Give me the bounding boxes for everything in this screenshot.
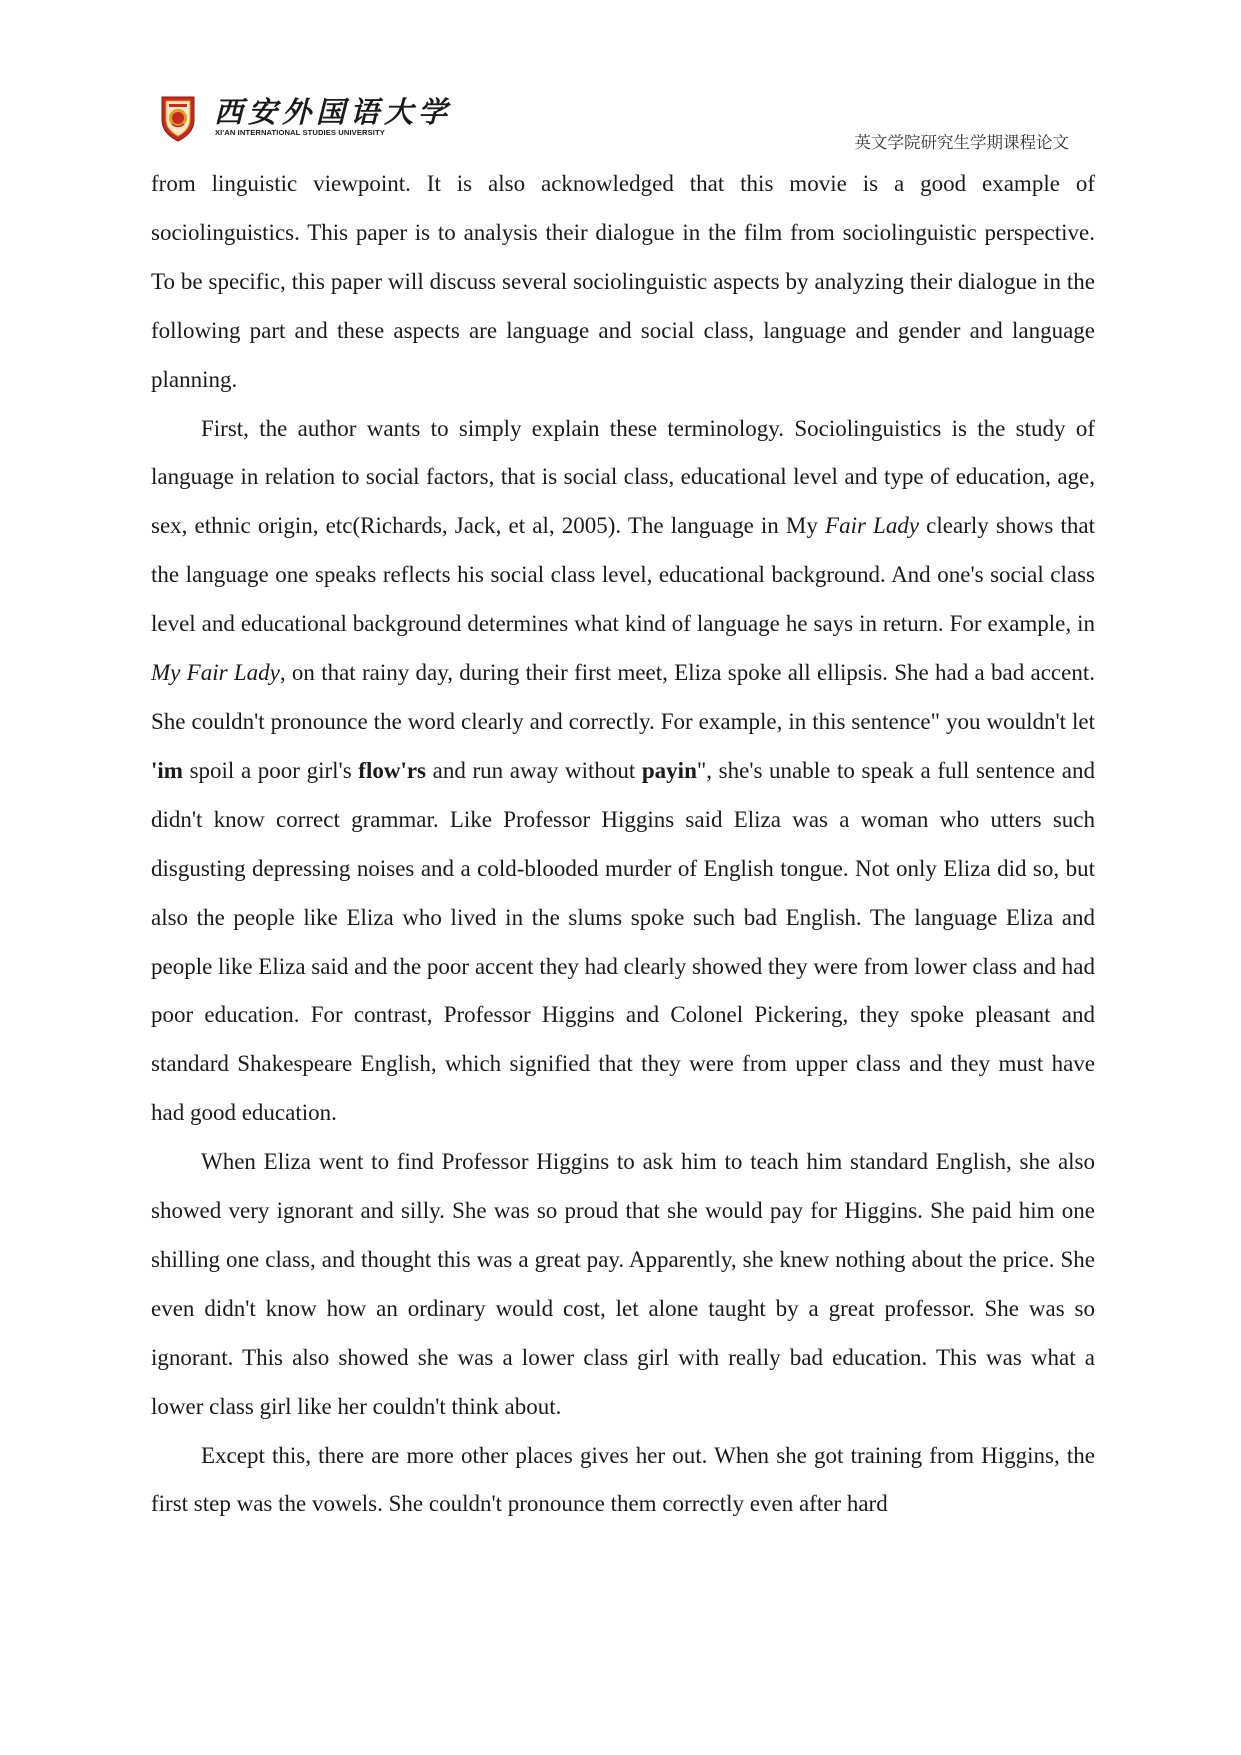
paragraph-1: from linguistic viewpoint. It is also acknowledged that this movie is a good example of sociolinguistics. This paper is to analysis their dialogue in the film from sociolinguistic perspective. To be specific, this paper will discuss several sociolinguistic aspects by analyzing their dialogue in the following part and these aspects are language and social class, language and gender and language planning. [151,171,1095,392]
bold-word-im: 'im [151,757,183,783]
paragraph-2 [151,405,1095,1139]
paragraph-2-text-b: clearly shows that the language one speaks reflects his social class level, educational background. And one's social class level and educational background determines what kind of language he says in return. For example, in [151,513,1096,637]
paragraph-2-text-c: , on that rainy day, during their first meet, Eliza spoke all ellipsis. She had a bad accent. She couldn't pronounce the word clearly and correctly. For example, in this sentence" you wouldn't let [151,660,1095,734]
header-course-title: 英文学院研究生学期课程论文 [854,133,1069,152]
logo-english-name: XI'AN INTERNATIONAL STUDIES UNIVERSITY [215,128,385,137]
logo-chinese-name: 西安外国语大学 [214,95,453,129]
film-title-italic: My Fair Lady [151,660,280,686]
film-title-italic: Fair Lady [825,513,920,539]
page-header [0,0,1241,160]
paragraph-4: Except this, there are more other places gives her out. When she got training from Higgins, the first step was the vowels. She couldn't pronounce them correctly even after hard [151,1442,1095,1517]
paragraph-2-text-e: and run away without [426,757,642,783]
paragraph-2-text-d: spoil a poor girl's [182,757,359,783]
paragraph-2-text-f: ", she's unable to speak a full sentence and didn't know correct grammar. Like Professor Higgins said Eliza was a woman who utters such disgusting depressing noises and a cold-blooded murder of English tongue. Not only Eliza did so, but also the people like Eliza who lived in the slums spoke such bad English. The language Eliza and people like Eliza said and the poor accent they had clearly showed they were from lower class and had poor education. For contrast, Professor Higgins and Colonel Pickering, they spoke pleasant and standard Shakespeare English, which signified that they were from upper class and they must have had good education. [151,757,1095,1126]
university-emblem-icon [158,94,198,142]
bold-word-payin: payin [641,757,697,783]
paper-body [151,160,1095,1529]
paragraph-2-text-a: First, the author wants to simply explain these terminology. Sociolinguistics is the study of language in relation to social factors, that is social class, educational level and type of education, age, sex, ethnic origin, etc(Richards, Jack, et al, 2005). The language in My [151,415,1095,539]
university-logo [158,94,453,150]
header-divider [150,158,1091,159]
bold-word-flowrs: flow'rs [358,757,427,783]
paragraph-3: When Eliza went to find Professor Higgins to ask him to teach him standard English, she also showed very ignorant and silly. She was so proud that she would pay for Higgins. She paid him one shilling one class, and thought this was a great pay. Apparently, she knew nothing about the price. She even didn't know how an ordinary would cost, let alone taught by a great professor. She was so ignorant. This also showed she was a lower class girl with really bad education. This was what a lower class girl like her couldn't think about. [151,1149,1095,1419]
